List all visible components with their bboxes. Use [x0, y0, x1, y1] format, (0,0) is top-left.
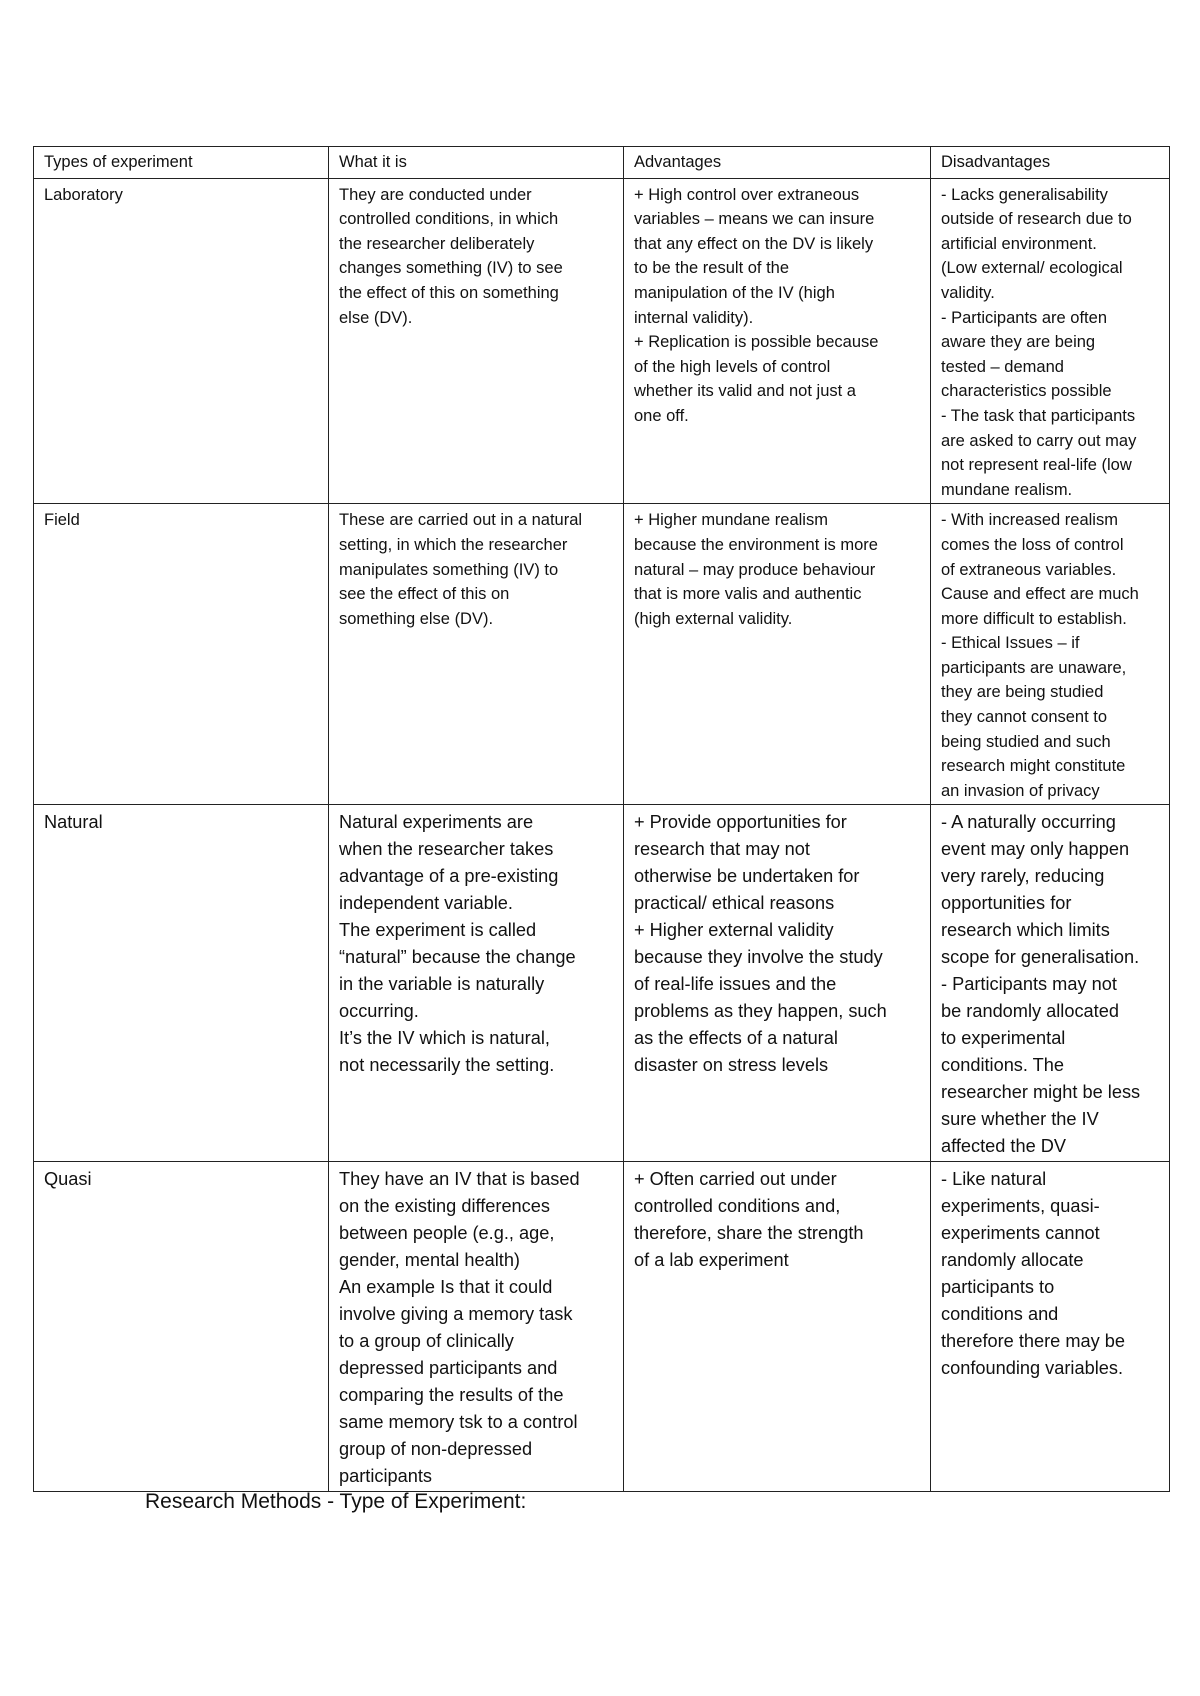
what-it-is-cell — [329, 805, 624, 1162]
disadvantages-cell — [931, 504, 1170, 805]
cell-line: otherwise be undertaken for — [634, 866, 860, 887]
cell-line: artificial environment. — [941, 234, 1097, 253]
advantages-cell — [624, 805, 931, 1162]
cell-line: manipulates something (IV) to — [339, 560, 559, 579]
cell-line: research which limits — [941, 920, 1110, 941]
cell-line: an invasion of privacy — [941, 781, 1100, 800]
cell-line: gender, mental health) — [339, 1250, 520, 1271]
cell-line: when the researcher takes — [339, 839, 554, 860]
cell-line: manipulation of the IV (high — [634, 283, 835, 302]
disadvantages-cell — [931, 805, 1170, 1162]
cell-line: on the existing differences — [339, 1196, 550, 1217]
cell-line: of a lab experiment — [634, 1250, 789, 1271]
cell-line: changes something (IV) to see — [339, 259, 563, 278]
cell-line: validity. — [941, 283, 995, 302]
cell-line: + Often carried out under — [634, 1169, 837, 1190]
cell-line: they cannot consent to — [941, 708, 1108, 727]
cell-line: that any effect on the DV is likely — [634, 234, 874, 253]
table-row-natural — [34, 805, 1170, 1162]
cell-line: problems as they happen, such — [634, 1001, 887, 1022]
cell-line: participants to — [941, 1277, 1055, 1298]
cell-line: + Replication is possible because — [634, 333, 879, 352]
cell-line: characteristics possible — [941, 382, 1112, 401]
table-header-row — [34, 147, 1170, 179]
cell-line: mundane realism. — [941, 480, 1073, 499]
header-what-it-is: What it is — [329, 147, 624, 179]
cell-line: + Higher mundane realism — [634, 511, 828, 530]
cell-line: of extraneous variables. — [941, 560, 1117, 579]
cell-line: research that may not — [634, 839, 810, 860]
cell-line: natural – may produce behaviour — [634, 560, 876, 579]
cell-line: They have an IV that is based — [339, 1169, 580, 1190]
cell-line: event may only happen — [941, 839, 1130, 860]
cell-line: (high external validity. — [634, 609, 793, 628]
advantages-cell — [624, 1162, 931, 1492]
cell-line: researcher might be less — [941, 1082, 1141, 1103]
cell-line: confounding variables. — [941, 1358, 1123, 1379]
cell-line: - A naturally occurring — [941, 812, 1116, 833]
cell-line: not necessarily the setting. — [339, 1055, 555, 1076]
cell-line: variables – means we can insure — [634, 210, 875, 229]
cell-line: - With increased realism — [941, 511, 1118, 530]
cell-line: controlled conditions and, — [634, 1196, 841, 1217]
cell-line: experiments cannot — [941, 1223, 1100, 1244]
cell-line: same memory tsk to a control — [339, 1412, 578, 1433]
cell-line: randomly allocate — [941, 1250, 1084, 1271]
cell-line: + High control over extraneous — [634, 185, 860, 204]
cell-line: to a group of clinically — [339, 1331, 514, 1352]
cell-line: independent variable. — [339, 893, 513, 914]
disadvantages-cell — [931, 1162, 1170, 1492]
cell-line: controlled conditions, in which — [339, 210, 559, 229]
cell-line: - The task that participants — [941, 406, 1136, 425]
cell-line: be randomly allocated — [941, 1001, 1119, 1022]
cell-line: being studied and such — [941, 732, 1111, 751]
cell-line: - Participants are often — [941, 308, 1107, 327]
cell-line: + Provide opportunities for — [634, 812, 847, 833]
cell-line: opportunities for — [941, 893, 1072, 914]
header-types-of-experiment: Types of experiment — [34, 147, 329, 179]
cell-line: affected the DV — [941, 1136, 1067, 1157]
type-cell: Laboratory — [34, 178, 329, 504]
cell-line: to experimental — [941, 1028, 1066, 1049]
cell-line: the researcher deliberately — [339, 234, 535, 253]
cell-line: as the effects of a natural — [634, 1028, 838, 1049]
cell-line: tested – demand — [941, 357, 1064, 376]
cell-line: (Low external/ ecological — [941, 259, 1123, 278]
type-cell: Field — [34, 504, 329, 805]
cell-line: sure whether the IV — [941, 1109, 1099, 1130]
cell-line: of real-life issues and the — [634, 974, 837, 995]
what-it-is-cell — [329, 178, 624, 504]
cell-line: the effect of this on something — [339, 283, 559, 302]
cell-line: that is more valis and authentic — [634, 585, 862, 604]
cell-line: very rarely, reducing — [941, 866, 1105, 887]
experiment-types-table — [33, 146, 1170, 1492]
what-it-is-cell — [329, 504, 624, 805]
header-advantages: Advantages — [624, 147, 931, 179]
cell-line: + Higher external validity — [634, 920, 834, 941]
cell-line: are asked to carry out may — [941, 431, 1137, 450]
cell-line: - Ethical Issues – if — [941, 634, 1080, 653]
table-row-quasi — [34, 1162, 1170, 1492]
cell-line: setting, in which the researcher — [339, 535, 568, 554]
cell-line: not represent real-life (low — [941, 456, 1132, 475]
cell-line: depressed participants and — [339, 1358, 558, 1379]
cell-line: because they involve the study — [634, 947, 883, 968]
cell-line: therefore there may be — [941, 1331, 1125, 1352]
cell-line: they are being studied — [941, 683, 1104, 702]
cell-line: - Participants may not — [941, 974, 1117, 995]
type-cell: Natural — [34, 805, 329, 1162]
cell-line: outside of research due to — [941, 210, 1132, 229]
cell-line: It’s the IV which is natural, — [339, 1028, 550, 1049]
cell-line: something else (DV). — [339, 609, 494, 628]
advantages-cell — [624, 504, 931, 805]
cell-line: involve giving a memory task — [339, 1304, 573, 1325]
cell-line: experiments, quasi- — [941, 1196, 1100, 1217]
cell-line: comparing the results of the — [339, 1385, 564, 1406]
cell-line: in the variable is naturally — [339, 974, 545, 995]
cell-line: - Like natural — [941, 1169, 1047, 1190]
cell-line: one off. — [634, 406, 689, 425]
cell-line: research might constitute — [941, 757, 1126, 776]
cell-line: Natural experiments are — [339, 812, 534, 833]
cell-line: aware they are being — [941, 333, 1096, 352]
cell-line: between people (e.g., age, — [339, 1223, 555, 1244]
cell-line: to be the result of the — [634, 259, 790, 278]
advantages-cell — [624, 178, 931, 504]
cell-line: “natural” because the change — [339, 947, 576, 968]
header-disadvantages: Disadvantages — [931, 147, 1170, 179]
cell-line: because the environment is more — [634, 535, 878, 554]
cell-line: They are conducted under — [339, 185, 532, 204]
table-row-field — [34, 504, 1170, 805]
cell-line: therefore, share the strength — [634, 1223, 864, 1244]
cell-line: scope for generalisation. — [941, 947, 1140, 968]
cell-line: comes the loss of control — [941, 535, 1124, 554]
cell-line: Cause and effect are much — [941, 585, 1139, 604]
cell-line: The experiment is called — [339, 920, 537, 941]
cell-line: more difficult to establish. — [941, 609, 1127, 628]
cell-line: participants — [339, 1466, 433, 1487]
cell-line: occurring. — [339, 1001, 419, 1022]
cell-line: advantage of a pre-existing — [339, 866, 559, 887]
cell-line: participants are unaware, — [941, 658, 1127, 677]
cell-line: - Lacks generalisability — [941, 185, 1108, 204]
page-title: Research Methods - Type of Experiment: — [145, 1490, 527, 1513]
cell-line: else (DV). — [339, 308, 413, 327]
cell-line: practical/ ethical reasons — [634, 893, 835, 914]
cell-line: of the high levels of control — [634, 357, 831, 376]
disadvantages-cell — [931, 178, 1170, 504]
type-cell: Quasi — [34, 1162, 329, 1492]
cell-line: conditions and — [941, 1304, 1059, 1325]
cell-line: see the effect of this on — [339, 585, 510, 604]
cell-line: An example Is that it could — [339, 1277, 553, 1298]
table-row-laboratory — [34, 178, 1170, 504]
cell-line: internal validity). — [634, 308, 754, 327]
cell-line: conditions. The — [941, 1055, 1065, 1076]
cell-line: whether its valid and not just a — [634, 382, 856, 401]
cell-line: disaster on stress levels — [634, 1055, 829, 1076]
what-it-is-cell — [329, 1162, 624, 1492]
cell-line: These are carried out in a natural — [339, 511, 583, 530]
cell-line: group of non-depressed — [339, 1439, 533, 1460]
